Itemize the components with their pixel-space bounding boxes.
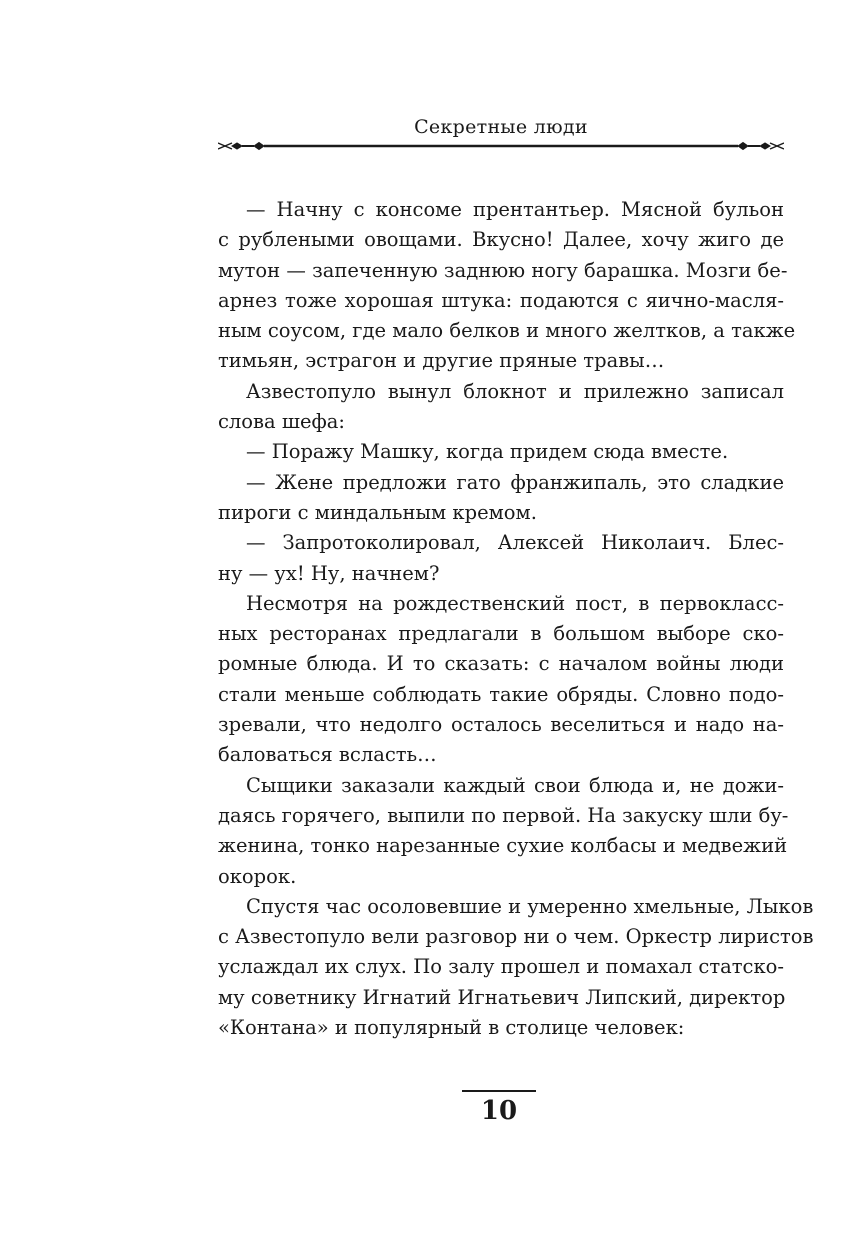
text-line: Несмотря на рождественский пост, в первокласс- [246,591,784,615]
text-line: даясь горячего, выпили по первой. На закуску шли бу- [218,803,789,827]
text-line: — Поражу Машку, когда придем сюда вместе. [246,440,729,464]
text-line: зревали, что недолго осталось веселиться и надо на- [218,713,784,737]
text-line: окорок. [218,864,297,888]
text-line: пироги с миндальным кремом. [218,500,537,524]
page-number: 10 [480,1096,518,1126]
text-line: женина, тонко нарезанные сухие колбасы и медвежий [218,834,788,858]
text-line: му советнику Игнатий Игнатьевич Липский, директор [218,985,786,1009]
text-line: с Азвестопуло вели разговор ни о чем. Оркестр лиристов [218,925,814,949]
text-line: «Контана» и популярный в столице человек: [218,1016,685,1040]
text-line: с рублеными овощами. Вкусно! Далее, хочу жиго де [218,228,784,252]
paragraph [218,892,814,1043]
text-line: Спустя час осоловевшие и умеренно хмельные, Лыков [246,894,814,918]
header-ornament-rule [218,136,784,156]
text-line: тимьян, эстрагон и другие пряные травы… [218,349,665,373]
text-line: Сыщики заказали каждый свои блюда и, не дожи- [246,773,784,797]
paragraph [218,468,784,529]
text-line: — Начну с консоме прентантьер. Мясной бульон [246,198,784,221]
text-line: — Запротоколировал, Алексей Николаич. Блес- [246,531,784,555]
paragraph [218,589,784,771]
paragraph [218,528,784,589]
text-line: ну — ух! Ну, начнем? [218,561,440,585]
running-header: Секретные люди [414,116,588,138]
text-line: ным соусом, где мало белков и много желтков, а также [218,319,796,343]
text-line: — Жене предложи гато франжипаль, это сладкие [246,470,784,494]
text-line: услаждал их слух. По залу прошел и помахал статско- [218,955,784,979]
text-line: ромные блюда. И то сказать: с началом войны люди [218,652,784,676]
text-line: мутон — запеченную заднюю ногу барашка. Мозги бе- [218,258,788,282]
text-line: слова шефа: [218,410,345,434]
paragraph [218,437,784,467]
text-line: ных ресторанах предлагали в большом выборе ско- [218,622,784,646]
text-line: арнез тоже хорошая штука: подаются с яично-масля- [218,288,784,312]
paragraph [218,771,789,892]
text-line: Азвестопуло вынул блокнот и прилежно записал [246,379,784,403]
footer-rule [462,1090,536,1092]
text-line: баловаться всласть… [218,743,437,767]
paragraph [218,195,796,377]
paragraph [218,377,784,438]
body-text [218,195,814,1043]
text-line: стали меньше соблюдать такие обряды. Словно подо- [218,682,784,706]
